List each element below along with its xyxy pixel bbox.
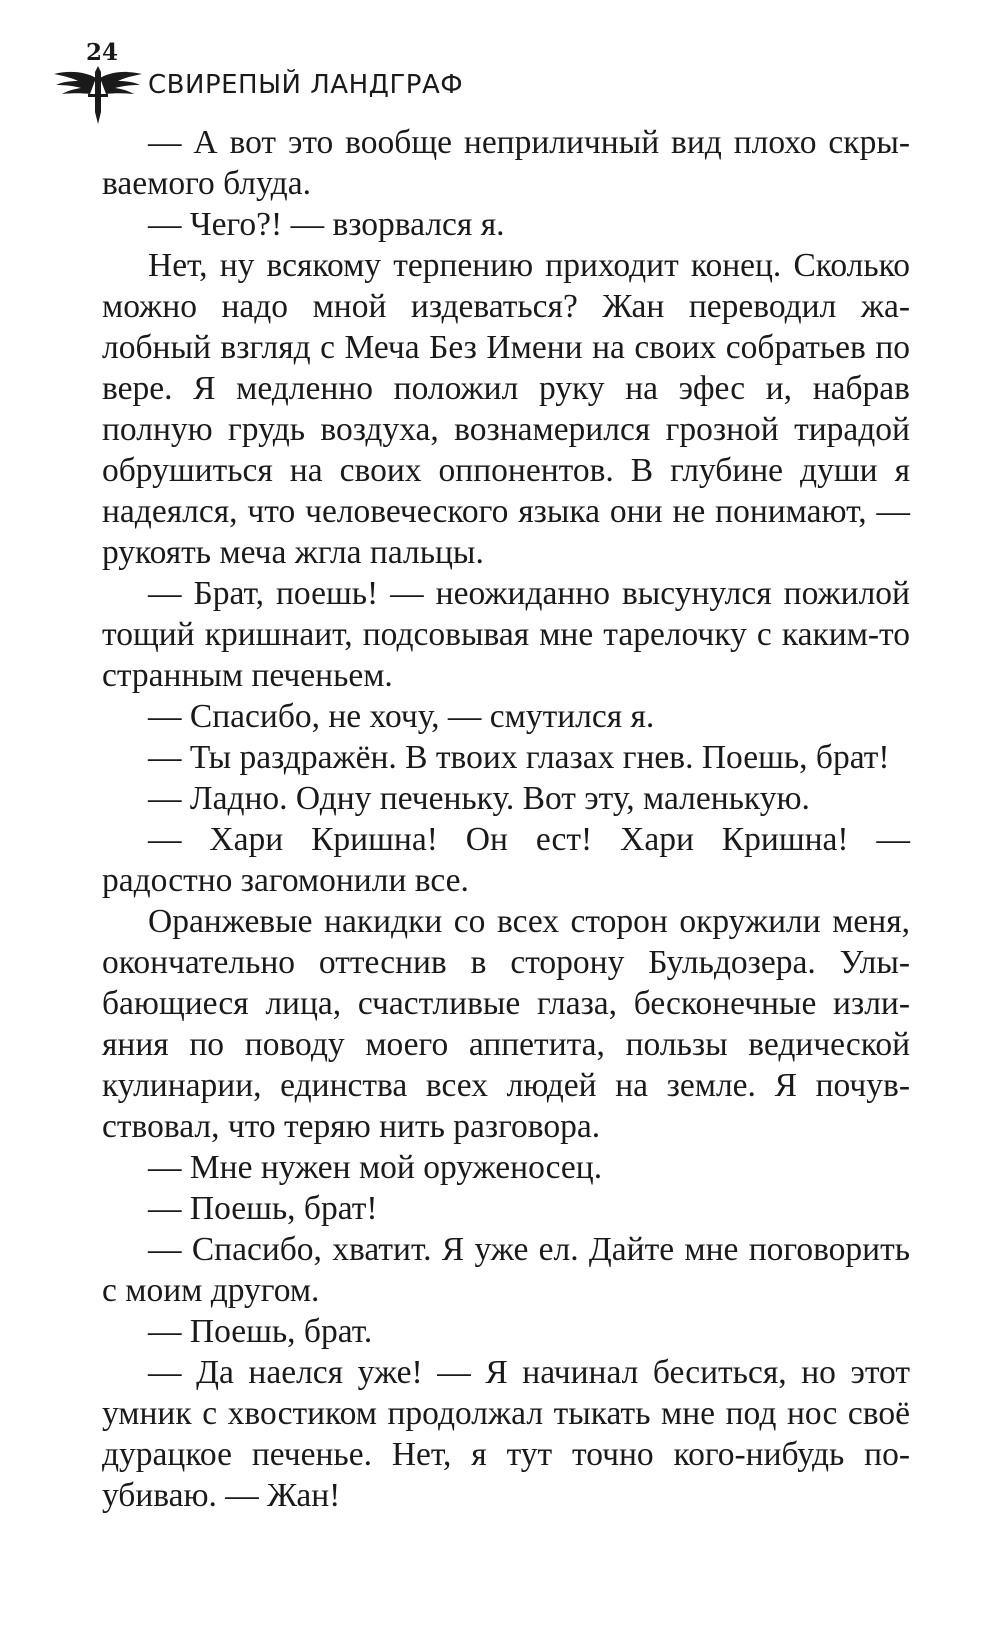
paragraph: — Брат, поешь! — неожиданно высунулся пожилой тощий кришнаит, подсовывая мне тарелочку с каким-то странным печеньем.: [102, 575, 910, 694]
page-body: [102, 122, 910, 1516]
paragraph: — Спасибо, не хочу, — смутился я.: [148, 698, 655, 735]
paragraph: — Чего?! — взорвался я.: [148, 206, 505, 243]
paragraph: — Спасибо, хватит. Я уже ел. Дайте мне поговорить с моим другом.: [102, 1231, 910, 1309]
running-title: СВИРЕПЫЙ ЛАНДГРАФ: [148, 70, 464, 100]
page-number: 24: [86, 39, 119, 66]
paragraph: — Да наелся уже! — Я начинал беситься, но этот умник с хвостиком продолжал тыкать мне под нос своё дурацкое печенье. Нет, я тут точно кого-нибудь поубиваю. — Жан!: [102, 1354, 910, 1514]
page-header: [52, 36, 472, 126]
paragraph: — Мне нужен мой оруженосец.: [148, 1149, 603, 1186]
paragraph: Оранжевые накидки со всех сторон окружили меня, окончательно оттеснив в сторону Бульдозера. Улыбающиеся лица, счастливые глаза, бесконечные излияния по поводу моего аппетита, пользы ведической кулинарии, единства всех людей на земле. Я почувствовал, что теряю нить разговора.: [102, 903, 910, 1145]
winged-sword-icon: [52, 64, 144, 126]
paragraph: — Поешь, брат.: [148, 1313, 373, 1350]
paragraph: — А вот это вообще неприличный вид плохо скрываемого блуда.: [102, 124, 910, 202]
paragraph: Нет, ну всякому терпению приходит конец. Сколько можно надо мной издеваться? Жан переводил жалобный взгляд с Меча Без Имени на своих собратьев по вере. Я медленно положил руку на эфес и, набрав полную грудь воздуха, вознамерился грозной тирадой обрушиться на своих оппонентов. В глубине души я надеялся, что человеческого языка они не понимают, — рукоять меча жгла пальцы.: [102, 247, 910, 571]
paragraph: — Хари Кришна! Он ест! Хари Кришна! — радостно загомонили все.: [102, 821, 910, 899]
paragraph: — Ладно. Одну печеньку. Вот эту, маленькую.: [148, 780, 810, 817]
paragraph: — Ты раздражён. В твоих глазах гнев. Поешь, брат!: [148, 739, 890, 776]
paragraph: — Поешь, брат!: [148, 1190, 378, 1227]
